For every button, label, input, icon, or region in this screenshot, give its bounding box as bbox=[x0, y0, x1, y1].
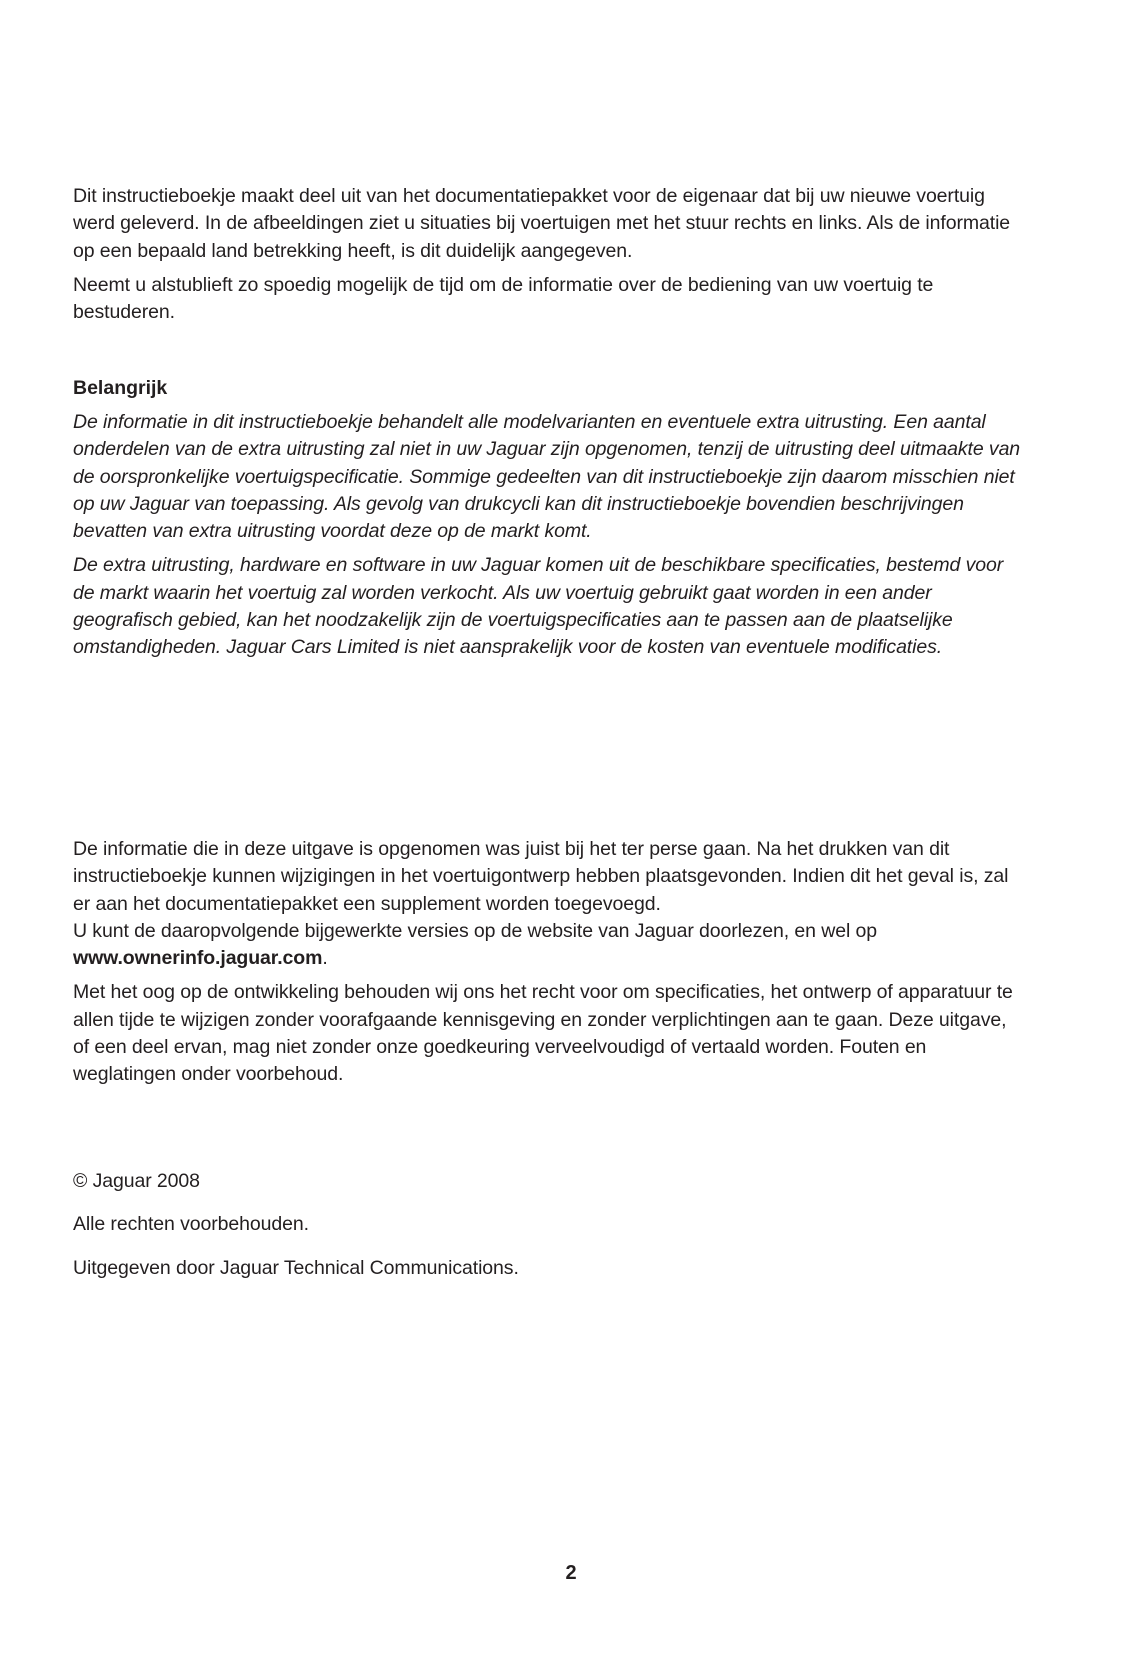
important-heading: Belangrijk bbox=[73, 377, 168, 399]
page-number: 2 bbox=[565, 1562, 577, 1584]
copyright-section bbox=[73, 1168, 1023, 1282]
notice-text: U kunt de daaropvolgende bijgewerkte versies op de website van Jaguar doorlezen, en wel op bbox=[73, 919, 878, 942]
notice-paragraph bbox=[73, 836, 1023, 972]
intro-section bbox=[73, 183, 1023, 326]
important-paragraph: De informatie in dit instructieboekje behandelt alle modelvarianten en eventuele extra uitrusting. Een aantal onderdelen van de extra uitrusting zal niet in uw Jaguar zijn opgenomen, tenzij de uitrusting deel uitmaakte van de oorspronkelijke voertuigspecificatie. Sommige gedeelten van dit instructieboekje zijn daarom misschien niet op uw Jaguar van toepassing. Als gevolg van drukcycli kan dit instructieboekje bovendien beschrijvingen bevatten van extra uitrusting voordat deze op de markt komt. bbox=[73, 411, 1021, 543]
intro-paragraph: Neemt u alstublieft zo spoedig mogelijk de tijd om de informatie over de bediening van uw voertuig te bestuderen. bbox=[73, 273, 934, 324]
notice-section bbox=[73, 836, 1023, 1089]
intro-paragraph: Dit instructieboekje maakt deel uit van het documentatiepakket voor de eigenaar dat bij uw nieuwe voertuig werd geleverd. In de afbeeldingen ziet u situaties bij voertuigen met het stuur rechts en links. Als de informatie op een bepaald land betrekking heeft, is dit duidelijk aangegeven. bbox=[73, 185, 1011, 262]
important-paragraph: De extra uitrusting, hardware en software in uw Jaguar komen uit de beschikbare specificaties, bestemd voor de markt waarin het voertuig zal worden verkocht. Als uw voertuig gebruikt gaat worden in een ander geografisch gebied, kan het noodzakelijk zijn de voertuigspecificaties aan te passen aan de plaatselijke omstandigheden. Jaguar Cars Limited is niet aansprakelijk voor de kosten van eventuele modificaties. bbox=[73, 554, 1004, 659]
notice-paragraph: Met het oog op de ontwikkeling behouden wij ons het recht voor om specificaties, het ontwerp of apparatuur te allen tijde te wijzigen zonder voorafgaande kennisgeving en zonder verplichtingen aan te gaan. Deze uitgave, of een deel ervan, mag niet zonder onze goedkeuring verveelvoudigd of vertaald worden. Fouten en weglatingen onder voorbehoud. bbox=[73, 981, 1013, 1086]
rights-line: Alle rechten voorbehouden. bbox=[73, 1213, 309, 1236]
notice-text: De informatie die in deze uitgave is opgenomen was juist bij het ter perse gaan. Na het drukken van dit instructieboekje kunnen wijzigingen in het voertuigontwerp hebben plaatsgevonden. Indien dit het geval is, zal er aan het documentatiepakket een supplement worden toegevoegd. bbox=[73, 838, 1009, 915]
url-suffix: . bbox=[322, 947, 328, 970]
website-link[interactable]: www.ownerinfo.jaguar.com bbox=[73, 947, 323, 970]
important-section bbox=[73, 375, 1023, 662]
publisher-line: Uitgegeven door Jaguar Technical Communications. bbox=[73, 1256, 519, 1279]
copyright-line: © Jaguar 2008 bbox=[73, 1170, 200, 1192]
